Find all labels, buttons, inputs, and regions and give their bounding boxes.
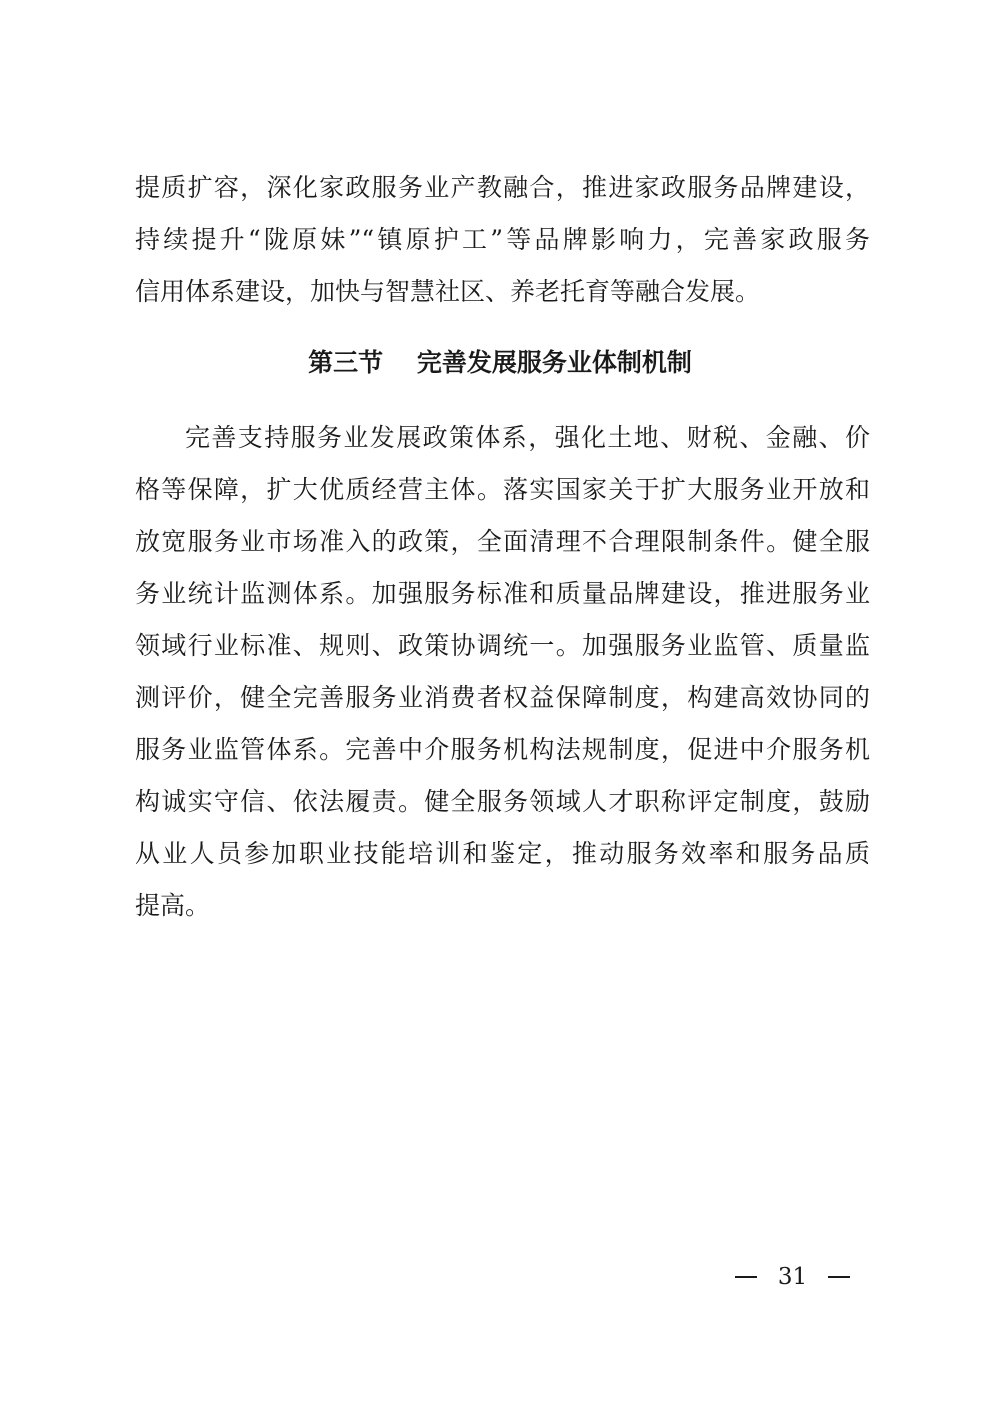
paragraph-line: 格等保障，扩大优质经营主体。落实国家关于扩大服务业开放和	[135, 475, 870, 504]
paragraph-line: 完善支持服务业发展政策体系，强化土地、财税、金融、价	[185, 423, 870, 452]
paragraph-line: 放宽服务业市场准入的政策，全面清理不合理限制条件。健全服	[135, 527, 870, 556]
page-number: 31	[777, 1264, 808, 1290]
page-number-footer	[735, 1262, 850, 1292]
paragraph-line: 从业人员参加职业技能培训和鉴定，推动服务效率和服务品质	[135, 839, 870, 868]
paragraph-line: 构诚实守信、依法履责。健全服务领域人才职称评定制度，鼓励	[135, 787, 870, 816]
paragraph-line: 领域行业标准、规则、政策协调统一。加强服务业监管、质量监	[135, 631, 870, 660]
paragraph-line: 持续提升“陇原妹”“镇原护工”等品牌影响力，完善家政服务	[135, 225, 870, 254]
paragraph-line: 提质扩容，深化家政服务业产教融合，推进家政服务品牌建设，	[135, 173, 870, 202]
dash-right-icon	[828, 1276, 850, 1278]
paragraph-line: 测评价，健全完善服务业消费者权益保障制度，构建高效协同的	[135, 683, 870, 712]
section-heading: 第三节 完善发展服务业体制机制	[308, 348, 692, 377]
paragraph-line: 务业统计监测体系。加强服务标准和质量品牌建设，推进服务业	[135, 579, 870, 608]
paragraph-line: 服务业监管体系。完善中介服务机构法规制度，促进中介服务机	[135, 735, 870, 764]
paragraph-line: 提高。	[135, 891, 211, 920]
paragraph-line: 信用体系建设，加快与智慧社区、养老托育等融合发展。	[135, 277, 761, 306]
dash-left-icon	[735, 1276, 757, 1278]
